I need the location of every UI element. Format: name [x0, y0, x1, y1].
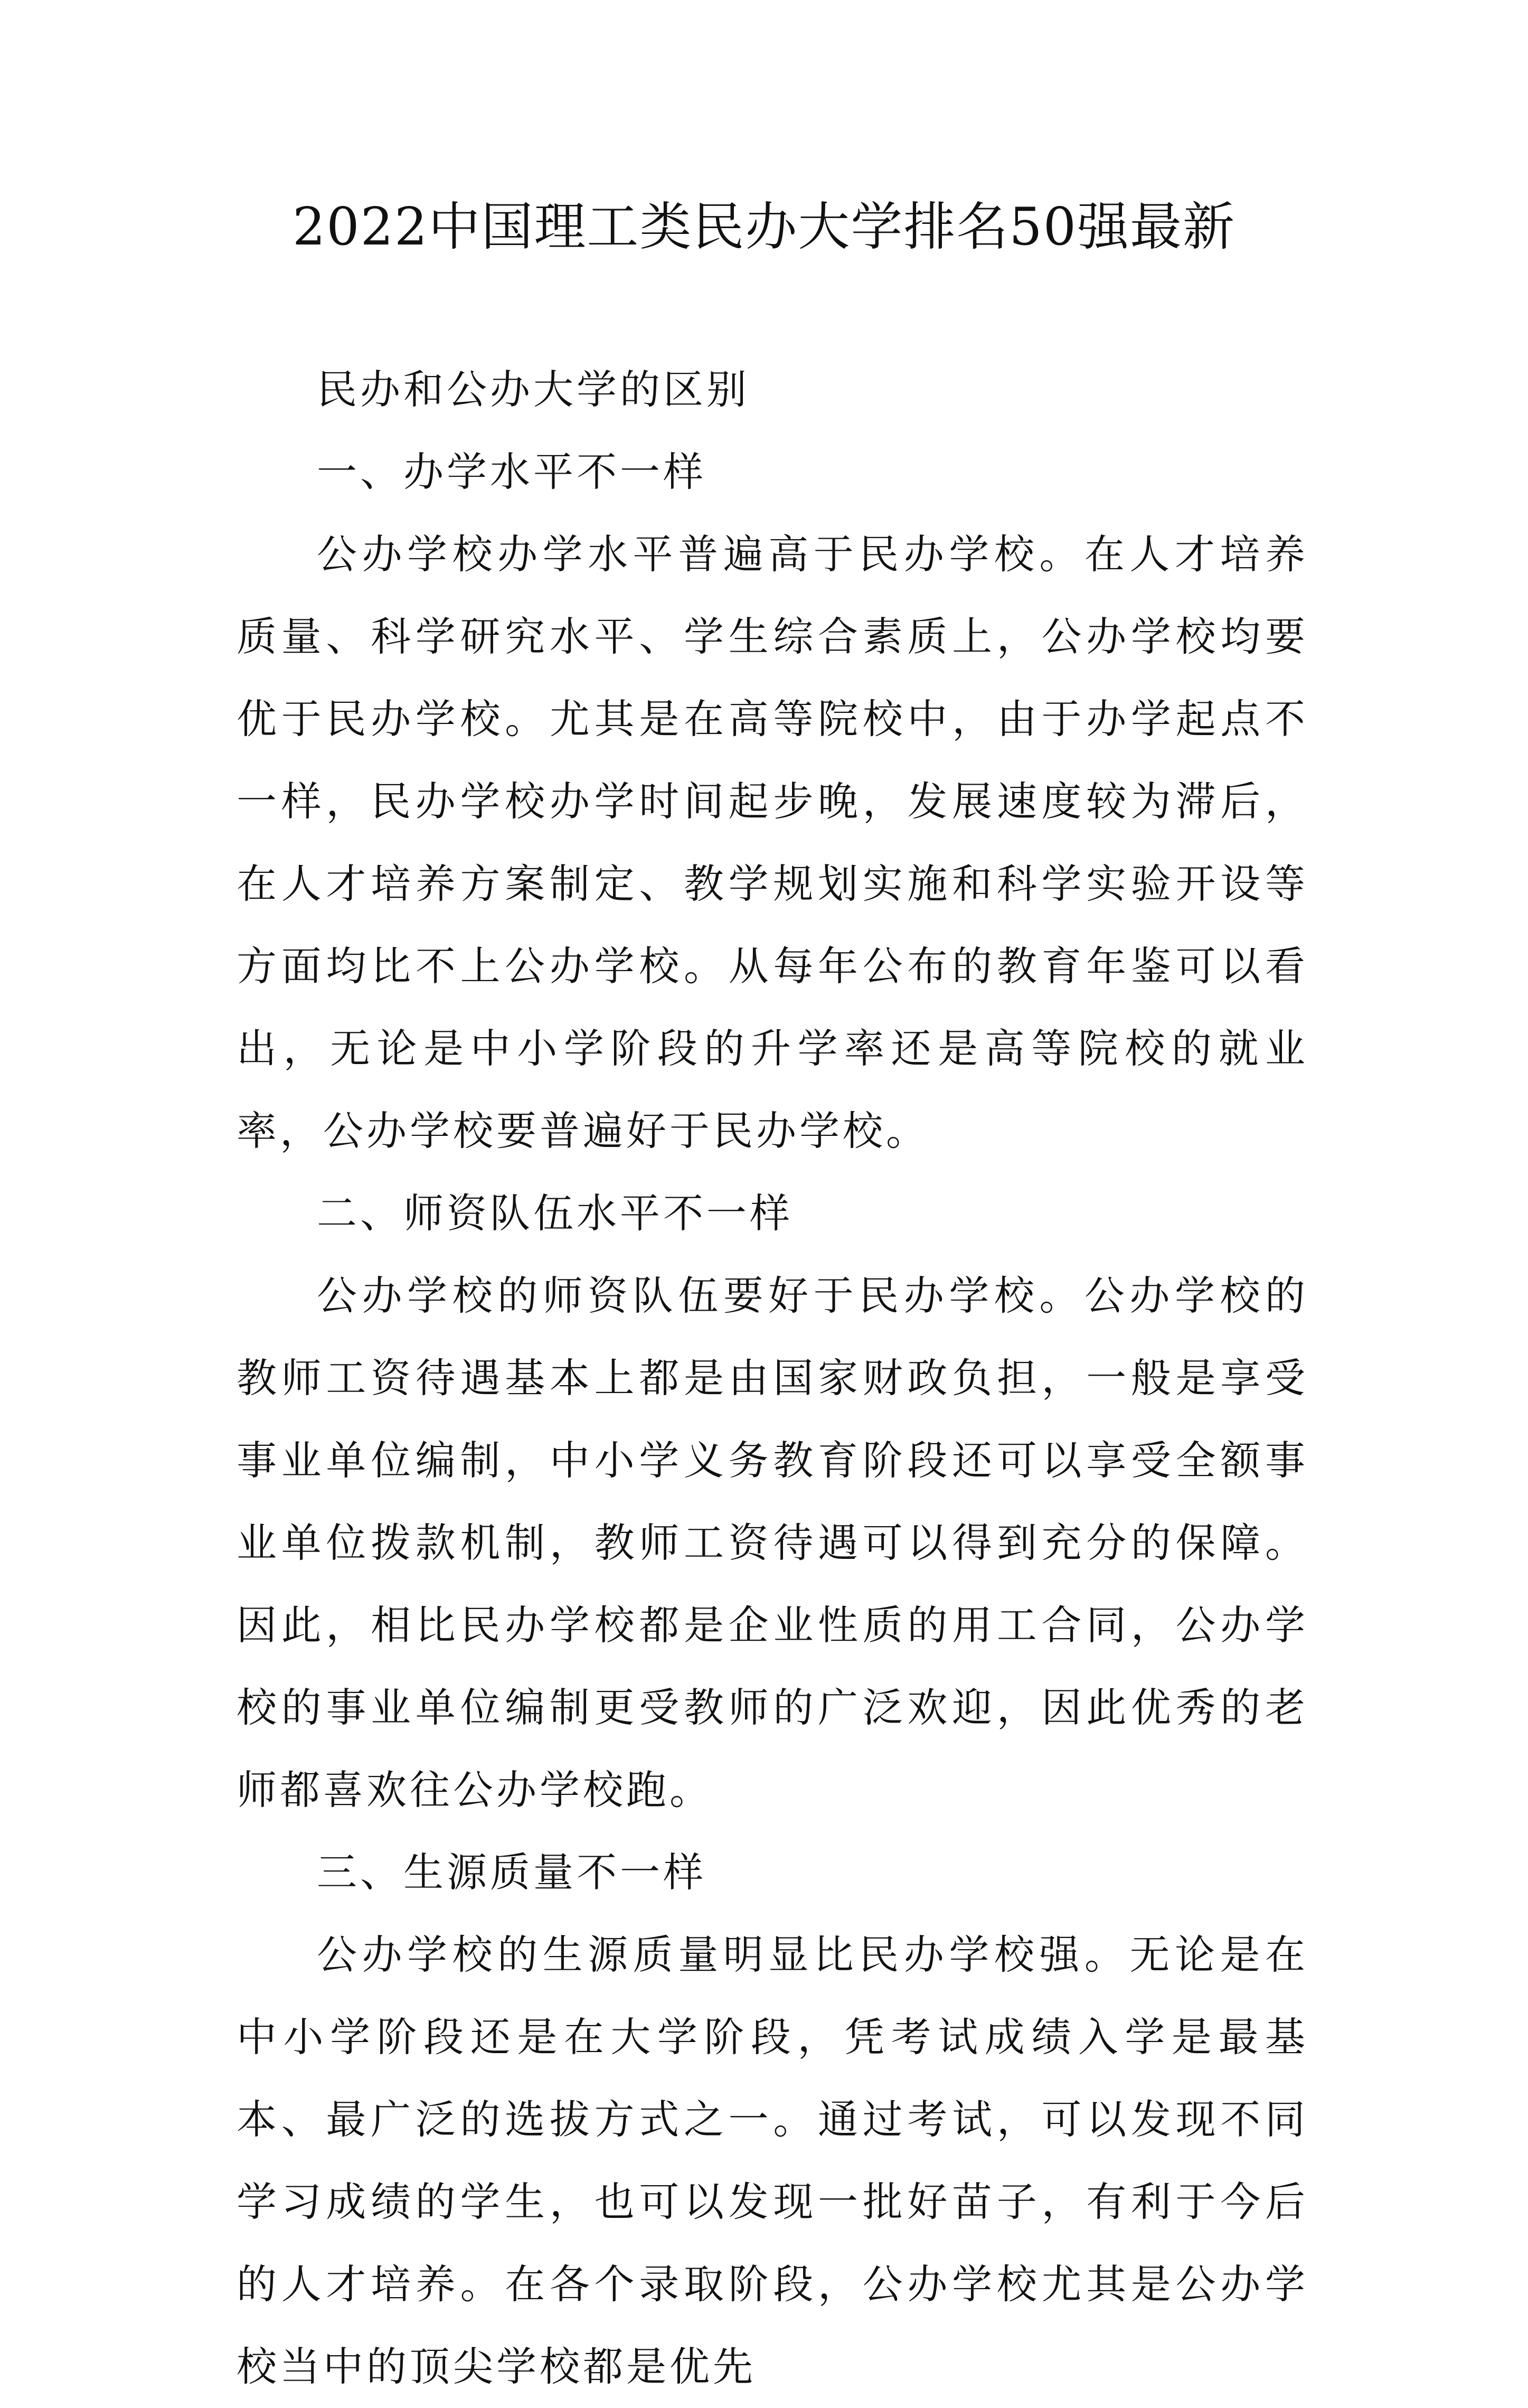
section-heading-3: 三、生源质量不一样: [317, 1849, 706, 1896]
document-body: [237, 349, 1308, 2408]
paragraph-heading: 民办和公办大学的区别: [317, 366, 750, 413]
section-heading-1: 一、办学水平不一样: [317, 448, 706, 495]
paragraph: 公办学校的师资队伍要好于民办学校。公办学校的教师工资待遇基本上都是由国家财政负担，一般是享受事业单位编制，中小学义务教育阶段还可以享受全额事业单位拨款机制，教师工资待遇可以得到充分的保障。因此，相比民办学校都是企业性质的用工合同，公办学校的事业单位编制更受教师的广泛欢迎，因此优秀的老师都喜欢往公办学校跑。: [237, 1272, 1308, 1813]
document-title: 2022中国理工类民办大学排名50强最新: [292, 197, 1236, 257]
section-heading-2: 二、师资队伍水平不一样: [317, 1190, 793, 1237]
paragraph: 公办学校办学水平普遍高于民办学校。在人才培养质量、科学研究水平、学生综合素质上，公办学校均要优于民办学校。尤其是在高等院校中，由于办学起点不一样，民办学校办学时间起步晚，发展速度较为滞后，在人才培养方案制定、教学规划实施和科学实验开设等方面均比不上公办学校。从每年公布的教育年鉴可以看出，无论是中小学阶段的升学率还是高等院校的就业率，公办学校要普遍好于民办学校。: [237, 531, 1308, 1154]
paragraph: 公办学校的生源质量明显比民办学校强。无论是在中小学阶段还是在大学阶段，凭考试成绩入学是最基本、最广泛的选拔方式之一。通过考试，可以发现不同学习成绩的学生，也可以发现一批好苗子，有利于今后的人才培养。在各个录取阶段，公办学校尤其是公办学校当中的顶尖学校都是优先: [237, 1931, 1308, 2390]
